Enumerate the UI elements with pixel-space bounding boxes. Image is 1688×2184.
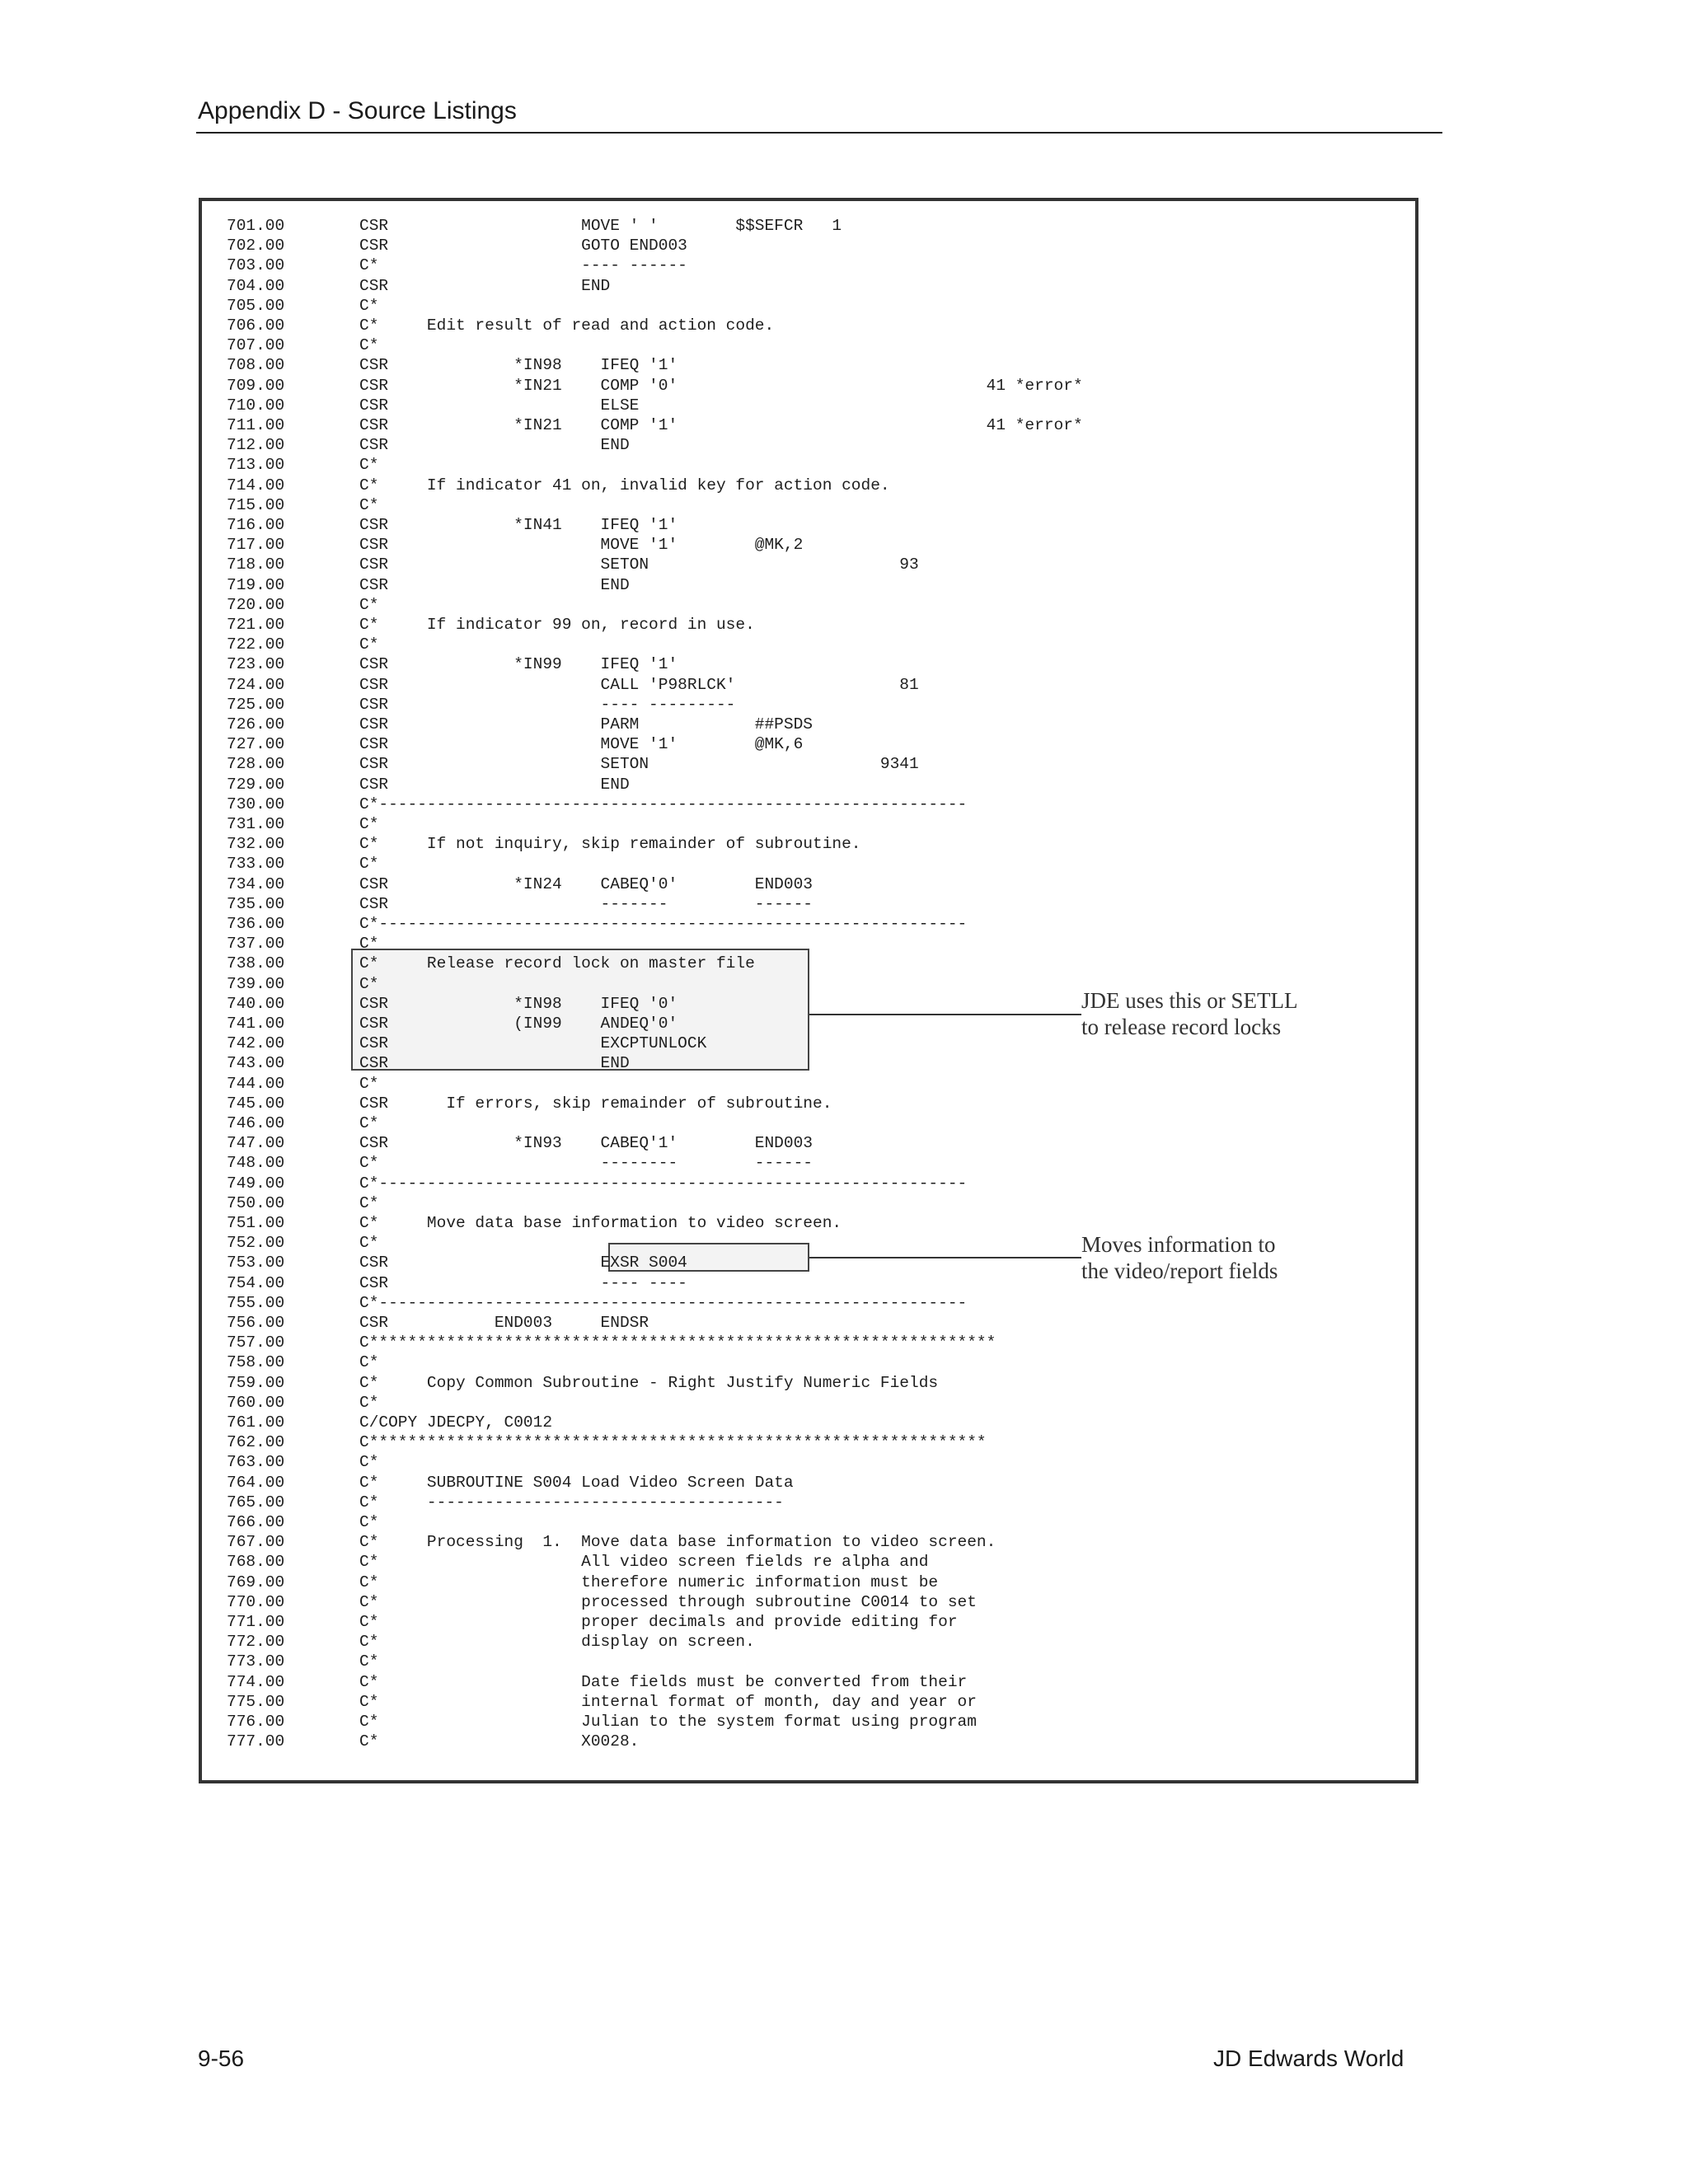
line-number: 744.00 [227,1075,285,1093]
code-line: CSR CALL 'P98RLCK' 81 [359,676,919,694]
line-number: 770.00 [227,1593,285,1611]
line-number: 731.00 [227,815,285,833]
header-rule [196,132,1442,134]
code-line: C* If indicator 99 on, record in use. [359,616,755,634]
line-number: 719.00 [227,576,285,594]
line-number: 749.00 [227,1174,285,1193]
line-number: 705.00 [227,297,285,315]
line-number: 759.00 [227,1374,285,1392]
code-line: CSR ------- ------ [359,895,813,913]
line-number: 738.00 [227,954,285,972]
callout-record-locks: JDE uses this or SETLL to release record locks [1081,988,1298,1039]
code-line: CSR *IN41 IFEQ '1' [359,516,678,534]
code-line: CSR PARM ##PSDS [359,715,813,733]
code-line: C* [359,975,379,993]
code-line: C* Copy Common Subroutine - Right Justify Numeric Fields [359,1374,939,1392]
line-number: 722.00 [227,635,285,654]
line-number: 775.00 [227,1693,285,1711]
code-line: C* [359,1114,379,1132]
code-line: C* [359,1194,379,1212]
code-line: C* Move data base information to video screen. [359,1214,842,1232]
code-line: C* X0028. [359,1732,640,1750]
line-number: 750.00 [227,1194,285,1212]
line-number: 703.00 [227,256,285,274]
line-number: 707.00 [227,336,285,354]
line-number: 725.00 [227,696,285,714]
code-line: C* internal format of month, day and year or [359,1693,977,1711]
code-line: CSR END [359,277,611,295]
line-number: 755.00 [227,1294,285,1312]
line-number: 727.00 [227,735,285,753]
code-line: C* [359,336,379,354]
code-line: C* -------- ------ [359,1154,813,1172]
line-number: 709.00 [227,377,285,395]
code-line: C* Processing 1. Move data base information to video screen. [359,1533,996,1551]
footer-page-number: 9-56 [198,2046,245,2071]
line-number: 754.00 [227,1274,285,1292]
code-line: CSR *IN98 IFEQ '1' [359,356,678,374]
line-number: 720.00 [227,596,285,614]
code-line: C/COPY JDECPY, C0012 [359,1413,553,1432]
line-number: 715.00 [227,496,285,514]
line-number: 734.00 [227,875,285,893]
line-number: 708.00 [227,356,285,374]
code-line: C*------------------------------------------------------------- [359,1174,968,1193]
code-line: C* proper decimals and provide editing for [359,1613,958,1631]
line-number: 704.00 [227,277,285,295]
code-line: C* [359,815,379,833]
code-line: C* [359,935,379,953]
code-line: C**************************************************************** [359,1433,987,1451]
line-number: 711.00 [227,416,285,434]
code-line: CSR END [359,776,630,794]
line-number: 760.00 [227,1394,285,1412]
line-number: 765.00 [227,1493,285,1511]
line-number: 724.00 [227,676,285,694]
line-number: 777.00 [227,1732,285,1750]
code-line: CSR SETON 9341 [359,755,919,773]
line-number: 753.00 [227,1254,285,1272]
line-number: 763.00 [227,1453,285,1471]
line-number: 710.00 [227,396,285,415]
line-number: 701.00 [227,217,285,235]
line-number: 773.00 [227,1652,285,1671]
line-number: 721.00 [227,616,285,634]
code-line: C* [359,1513,379,1531]
code-line: C*------------------------------------------------------------- [359,915,968,933]
code-line: C* [359,1652,379,1671]
code-line: C* [359,1453,379,1471]
line-number: 729.00 [227,776,285,794]
callout-video-fields: Moves information to the video/report fields [1081,1232,1278,1283]
code-line: C* therefore numeric information must be [359,1573,939,1591]
line-number: 728.00 [227,755,285,773]
code-line: CSR EXCPTUNLOCK [359,1034,707,1052]
code-line: C* [359,496,379,514]
line-number: 732.00 [227,835,285,853]
line-number: 745.00 [227,1094,285,1113]
line-number: 735.00 [227,895,285,913]
code-line: C* [359,1353,379,1371]
code-line: CSR *IN21 COMP '0' 41 *error* [359,377,1083,395]
line-number: 757.00 [227,1333,285,1352]
line-number: 762.00 [227,1433,285,1451]
line-number: 723.00 [227,655,285,673]
code-line: C* If indicator 41 on, invalid key for action code. [359,476,890,494]
code-line: CSR *IN24 CABEQ'0' END003 [359,875,813,893]
code-line: C* processed through subroutine C0014 to set [359,1593,977,1611]
line-number: 747.00 [227,1134,285,1152]
code-line: C* ---- ------ [359,256,687,274]
line-number: 771.00 [227,1613,285,1631]
line-number: 712.00 [227,436,285,454]
line-number: 736.00 [227,915,285,933]
code-line: CSR END [359,1054,630,1072]
code-line: C* display on screen. [359,1633,755,1651]
line-number: 737.00 [227,935,285,953]
code-line: C* [359,297,379,315]
code-line: CSR If errors, skip remainder of subroutine. [359,1094,832,1113]
code-line: C* Date fields must be converted from their [359,1673,968,1691]
code-line: C* [359,456,379,474]
line-number: 739.00 [227,975,285,993]
code-line: C* [359,1075,379,1093]
code-line: CSR (IN99 ANDEQ'0' [359,1015,678,1033]
code-line: C* Release record lock on master file [359,954,755,972]
line-number: 743.00 [227,1054,285,1072]
code-line: C* ------------------------------------- [359,1493,784,1511]
line-number: 713.00 [227,456,285,474]
line-number: 733.00 [227,855,285,873]
line-number: 752.00 [227,1234,285,1252]
code-line: CSR MOVE ' ' $$SEFCR 1 [359,217,842,235]
code-line: CSR ELSE [359,396,640,415]
page-header-title: Appendix D - Source Listings [198,97,517,124]
line-number: 726.00 [227,715,285,733]
code-line: CSR ---- --------- [359,696,736,714]
code-line: CSR MOVE '1' @MK,2 [359,536,804,554]
code-line: C*------------------------------------------------------------- [359,795,968,813]
line-number: 741.00 [227,1015,285,1033]
line-number: 751.00 [227,1214,285,1232]
code-line: C* [359,596,379,614]
line-number: 718.00 [227,555,285,574]
code-line: CSR GOTO END003 [359,237,687,255]
code-line: CSR END [359,576,630,594]
code-line: C* [359,1234,379,1252]
code-line: C* [359,855,379,873]
line-number: 776.00 [227,1713,285,1731]
code-line: C* SUBROUTINE S004 Load Video Screen Data [359,1474,794,1492]
line-number: 746.00 [227,1114,285,1132]
code-line: C* [359,635,379,654]
code-line: C* Edit result of read and action code. [359,316,775,335]
line-number: 730.00 [227,795,285,813]
code-line: CSR END003 ENDSR [359,1314,649,1332]
code-line: CSR END [359,436,630,454]
line-number: 716.00 [227,516,285,534]
line-number: 748.00 [227,1154,285,1172]
line-number: 772.00 [227,1633,285,1651]
code-line: CSR *IN21 COMP '1' 41 *error* [359,416,1083,434]
line-number: 740.00 [227,995,285,1013]
code-line: C*------------------------------------------------------------- [359,1294,968,1312]
code-line: CSR *IN98 IFEQ '0' [359,995,678,1013]
code-line: CSR ---- ---- [359,1274,687,1292]
code-line: CSR SETON 93 [359,555,919,574]
code-line: CSR MOVE '1' @MK,6 [359,735,804,753]
callout-connector-2 [809,1257,1081,1258]
line-number: 767.00 [227,1533,285,1551]
code-line: C* Julian to the system format using program [359,1713,977,1731]
code-line: C* All video screen fields re alpha and [359,1553,929,1571]
line-number: 714.00 [227,476,285,494]
code-line: C* If not inquiry, skip remainder of subroutine. [359,835,861,853]
line-number: 774.00 [227,1673,285,1691]
line-number: 702.00 [227,237,285,255]
line-number: 758.00 [227,1353,285,1371]
line-number: 717.00 [227,536,285,554]
code-line: CSR *IN99 IFEQ '1' [359,655,678,673]
code-line: CSR EXSR S004 [359,1254,687,1272]
line-number: 766.00 [227,1513,285,1531]
line-number: 768.00 [227,1553,285,1571]
line-number: 761.00 [227,1413,285,1432]
line-number: 764.00 [227,1474,285,1492]
line-number: 756.00 [227,1314,285,1332]
code-line: C* [359,1394,379,1412]
line-number: 742.00 [227,1034,285,1052]
callout-connector-1 [809,1014,1081,1015]
line-number: 769.00 [227,1573,285,1591]
footer-product-name: JD Edwards World [1213,2046,1404,2071]
code-line: CSR *IN93 CABEQ'1' END003 [359,1134,813,1152]
code-line: C***************************************************************** [359,1333,996,1352]
line-number: 706.00 [227,316,285,335]
